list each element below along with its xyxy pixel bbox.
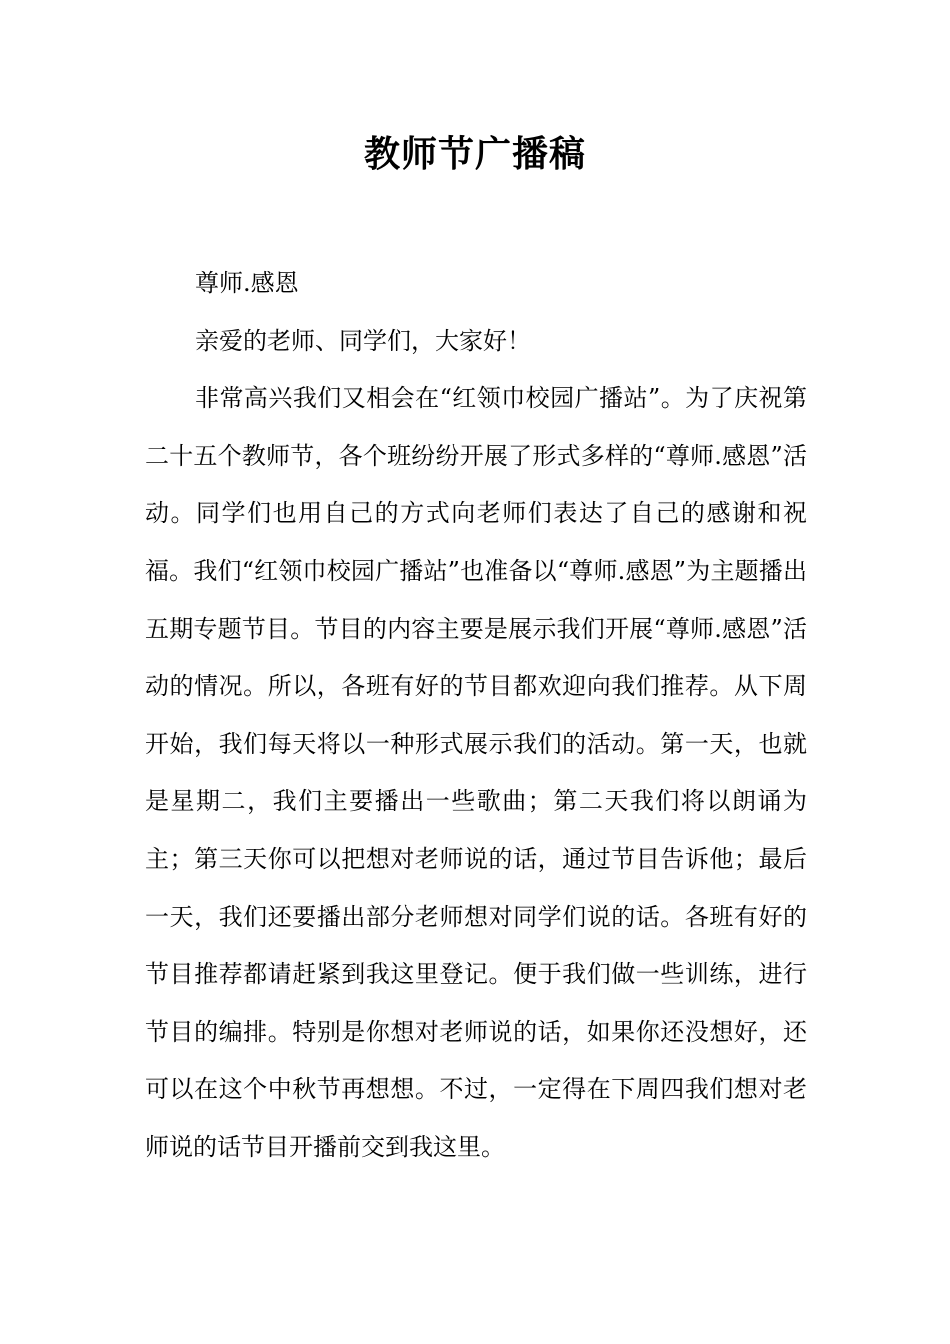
paragraph-greeting: 亲爱的老师、同学们，大家好！ [195,326,531,355]
paragraph-main: 非常高兴我们又相会在“红领巾校园广播站”。为了庆祝第二十五个教师节，各个班纷纷开展了形式多样的“尊师.感恩”活动。同学们也用自己的方式向老师们表达了自己的感谢和祝福。我们“红领巾校园广播站”也准备以“尊师.感恩”为主题播出五期专题节目。节目的内容主要是展示我们开展“尊师.感恩”活动的情况。所以，各班有好的节目都欢迎向我们推荐。从下周开始，我们每天将以一种形式展示我们的活动。第一天，也就是星期二，我们主要播出一些歌曲；第二天我们将以朗诵为主；第三天你可以把想对老师说的话，通过节目告诉他；最后一天，我们还要播出部分老师想对同学们说的话。各班有好的节目推荐都请赶紧到我这里登记。便于我们做一些训练，进行节目的编排。特别是你想对老师说的话，如果你还没想好，还可以在这个中秋节再想想。不过，一定得在下周四我们想对老师说的话节目开播前交到我这里。 [145,384,807,1161]
document-title: 教师节广播稿 [363,133,586,175]
document-body [145,255,807,1177]
paragraph-theme: 尊师.感恩 [195,269,299,297]
